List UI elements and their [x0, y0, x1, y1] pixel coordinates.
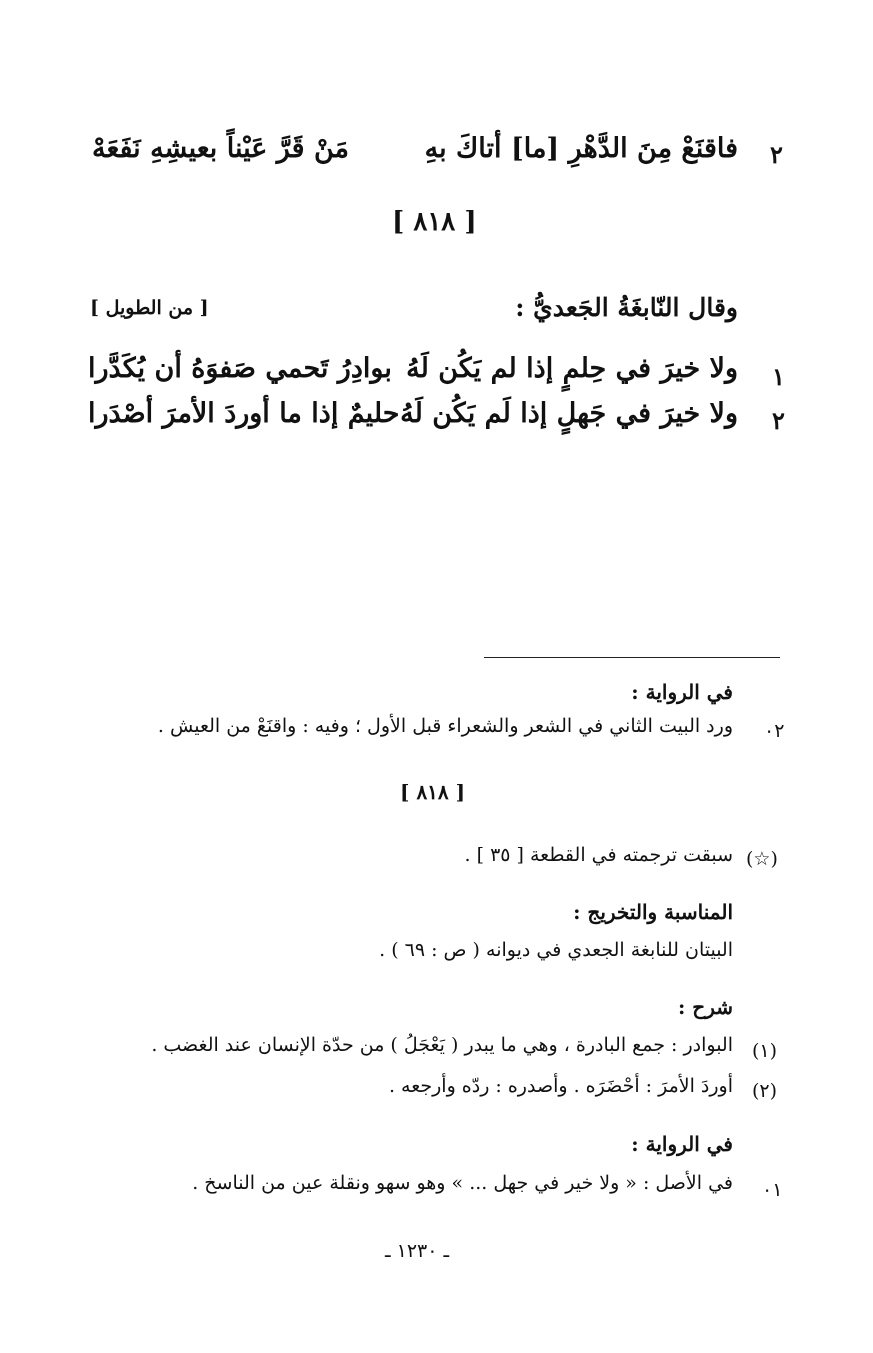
verse-second-hemistich: بوادِرُ تَحمي صَفوَهُ أن يُكَدَّرا	[88, 353, 392, 384]
section-number: [ ٨١٨ ]	[392, 207, 477, 237]
verse-first-hemistich: ولا خيرَ في حِلمٍ إذا لم يَكُن لَهُ	[406, 353, 738, 384]
star-note-marker: (☆)	[746, 848, 778, 870]
explanation-text: البوادر : جمع البادرة ، وهي ما يبدر ( يَعْجَلُ ) من حدّة الإنسان عند الغضب .	[151, 1034, 733, 1056]
meter-label: [ من الطويل ]	[90, 297, 209, 319]
explanation-marker: (١)	[752, 1040, 778, 1062]
narration-marker: ٠١	[762, 1179, 783, 1201]
narration-heading: في الرواية :	[631, 1132, 733, 1156]
explanation-heading: شرح :	[677, 995, 733, 1019]
poet-line: وقال النّابغَةُ الجَعديُّ :	[515, 293, 738, 322]
verse-second-hemistich: حليمٌ إذا ما أوردَ الأمرَ أصْدَرا	[88, 398, 400, 429]
footnote-heading: في الرواية :	[631, 680, 733, 704]
footnote-separator	[484, 657, 780, 658]
star-note-text: سبقت ترجمته في القطعة [ ٣٥ ] .	[464, 844, 733, 866]
top-verse-first-hemistich: فاقنَعْ مِنَ الدَّهْرِ [ما] أتاكَ بهِ	[424, 133, 738, 164]
occasion-heading: المناسبة والتخريج :	[573, 900, 733, 924]
footnote-marker: ٠٢	[764, 720, 785, 742]
footnote-text: ورد البيت الثاني في الشعر والشعراء قبل الأول ؛ وفيه : واقنَعْ من العيش .	[157, 715, 733, 737]
page-number: ـ ١٢٣٠ ـ	[385, 1240, 450, 1262]
occasion-text: البيتان للنابغة الجعدي في ديوانه ( ص : ٦٩ ) .	[379, 939, 733, 961]
verse-first-hemistich: ولا خيرَ في جَهلٍ إذا لَم يَكُن لَهُ	[400, 398, 738, 429]
footnote-section-number: [ ٨١٨ ]	[400, 780, 466, 804]
explanation-text: أوردَ الأمرَ : أحْضَرَه . وأصدره : ردّه وأرجعه .	[388, 1075, 733, 1097]
explanation-marker: (٢)	[752, 1080, 778, 1102]
verse-number: ٢	[772, 406, 785, 435]
top-verse-number: ٢	[770, 140, 783, 169]
top-verse-second-hemistich: مَنْ قَرَّ عَيْناً بعيشِهِ نَفَعَهْ	[92, 133, 349, 164]
narration-text: في الأصل : « ولا خير في جهل ... » وهو سهو ونقلة عين من الناسخ .	[192, 1172, 733, 1194]
verse-number: ١	[772, 362, 785, 391]
